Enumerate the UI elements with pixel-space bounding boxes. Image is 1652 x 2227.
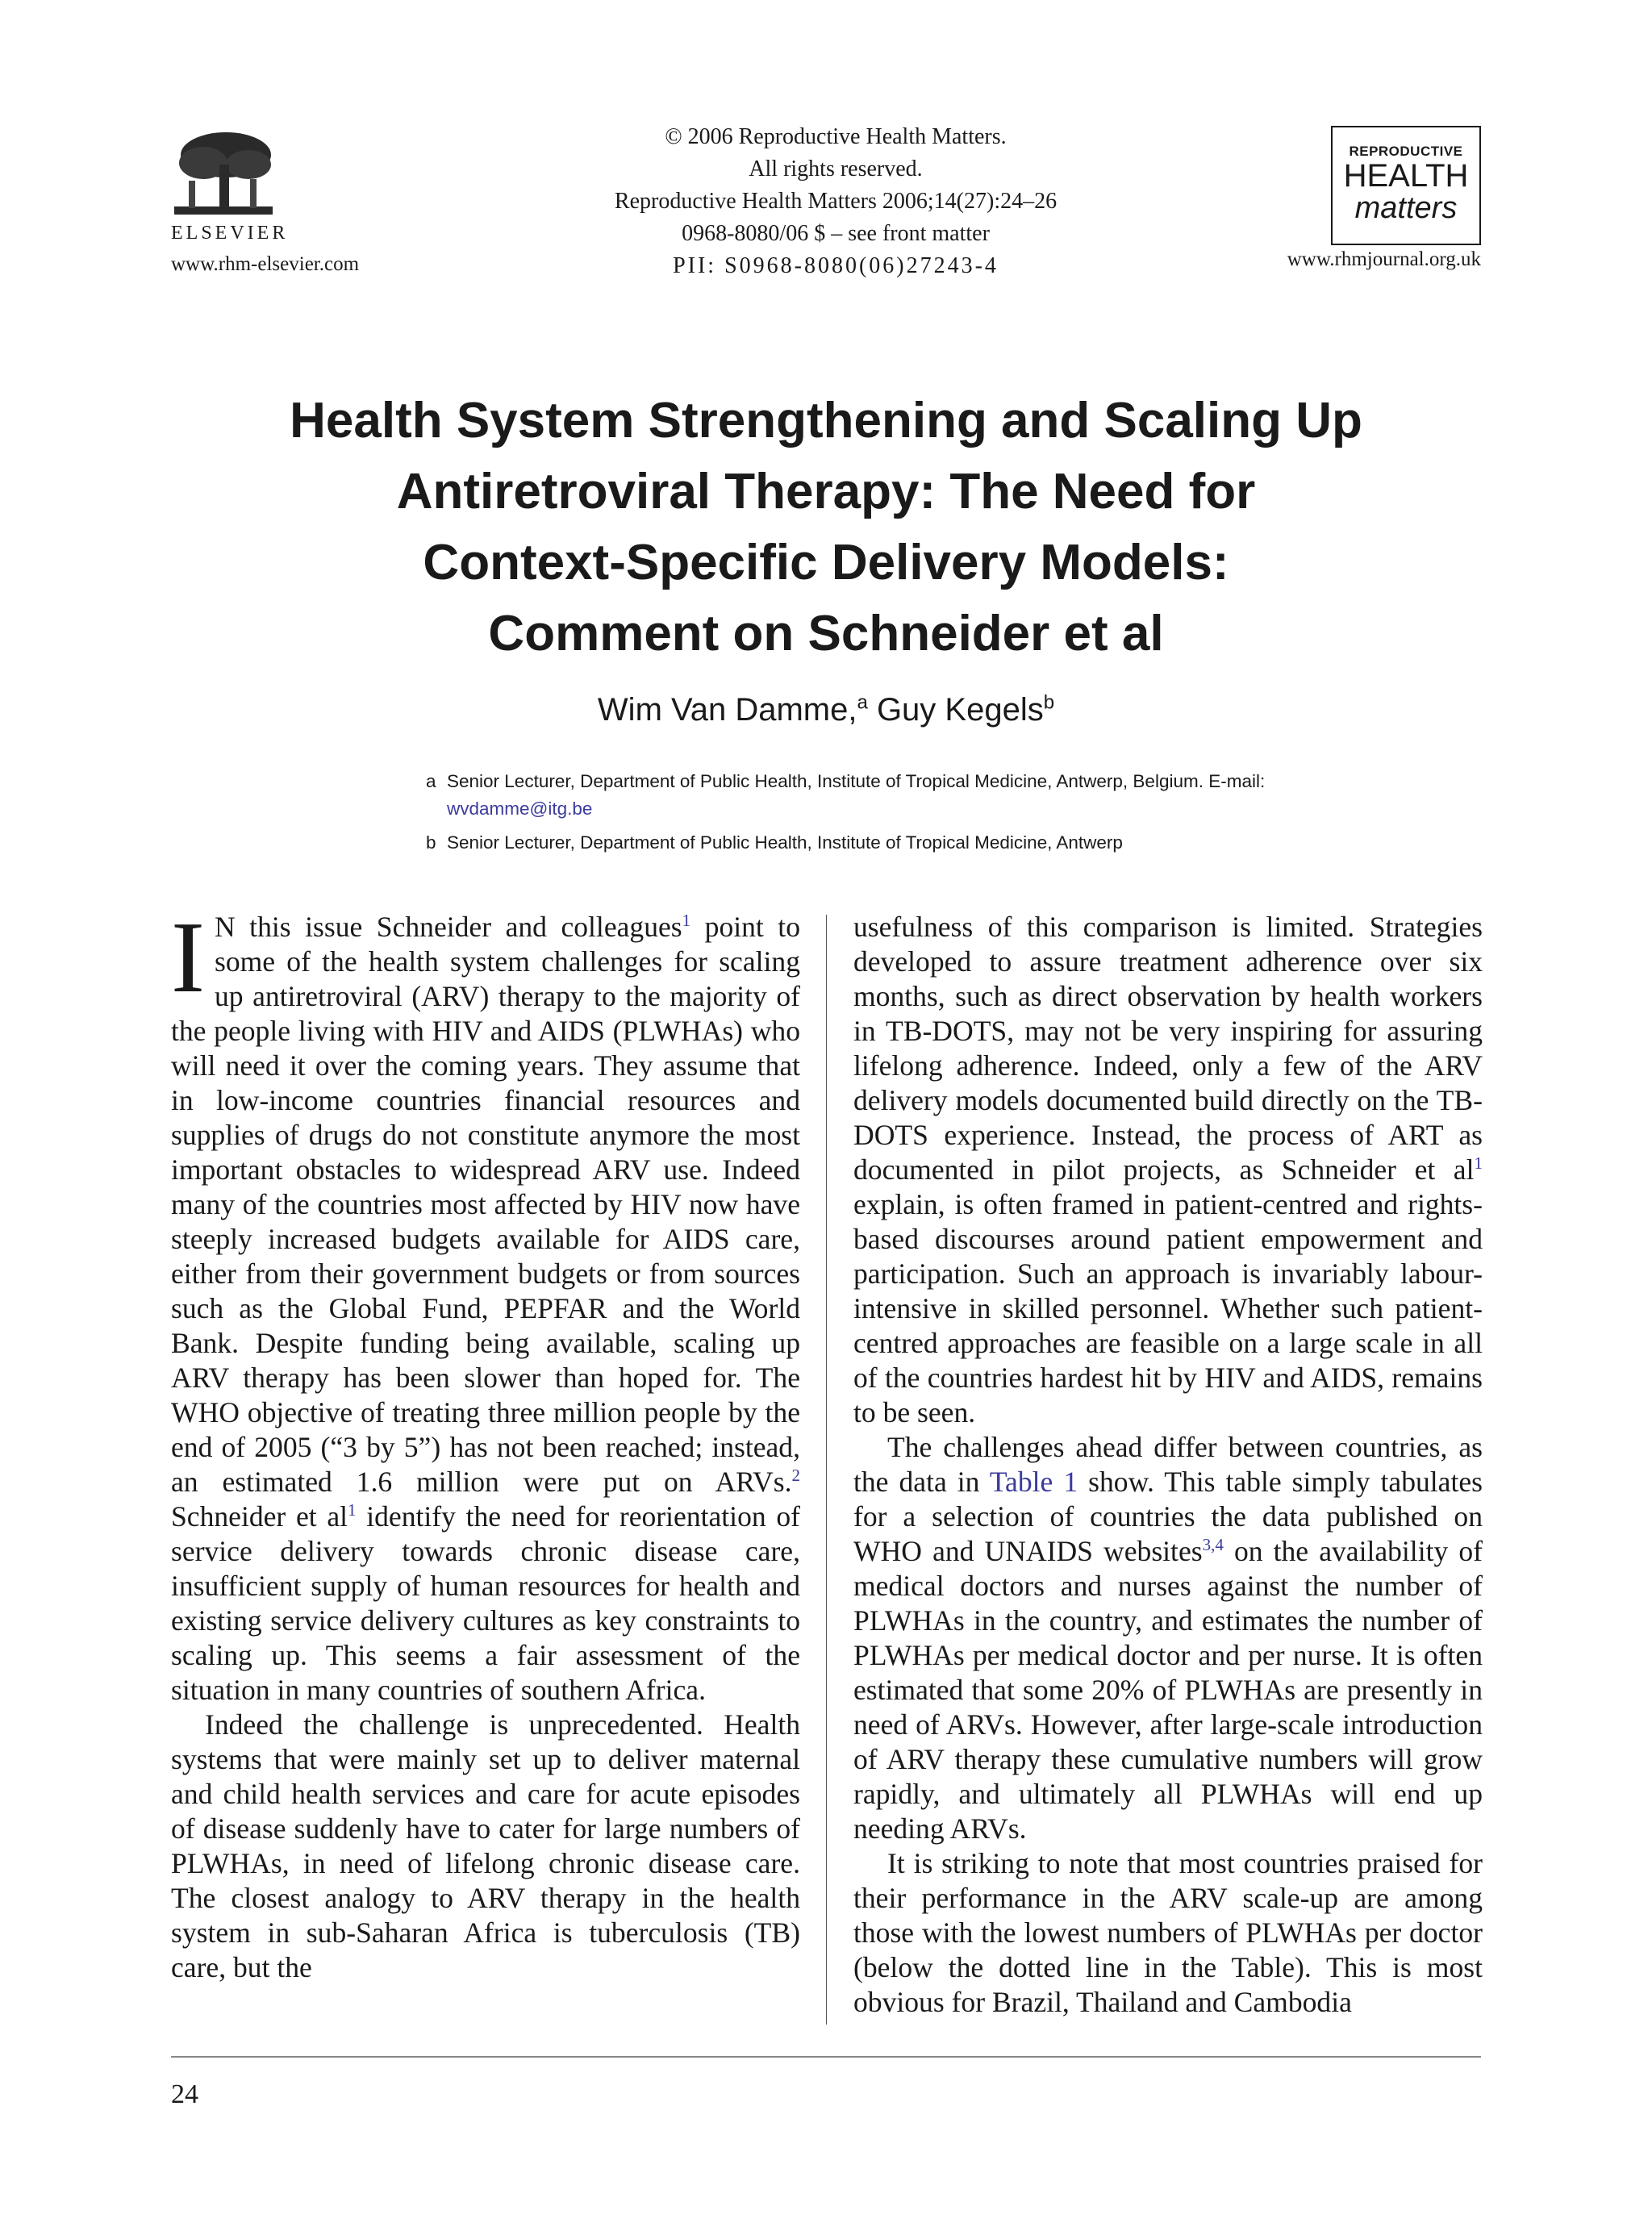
- pii-line: PII: S0968-8080(06)27243-4: [673, 253, 999, 278]
- page-number: 24: [171, 2079, 198, 2109]
- reference-link[interactable]: 2: [791, 1466, 800, 1486]
- reference-link[interactable]: 1: [682, 911, 691, 931]
- column-divider: [826, 915, 827, 2025]
- title-line: Health System Strengthening and Scaling Up: [290, 393, 1362, 448]
- paragraph: usefulness of this comparison is limited. Strategies developed to assure treatment adherence over six months, such as direct observation by health workers in TB-DOTS, may not be very inspiring for assuring lifelong adherence. Indeed, only a few of the ARV delivery models documented build directly on the TB-DOTS experience. Instead, the process of ART as documented in pilot projects, as Schneider et $al^1$ explain, is often framed in patient-centred and rights-based discourses around patient empowerment and participation. Such an approach is invariably labour-intensive in skilled personnel. Whether such patient-centred approaches are feasible on a large scale in all of the countries hardest hit by HIV and AIDS, remains to be seen.: [853, 911, 1483, 1428]
- copyright-line: © 2006 Reproductive Health Matters.: [665, 124, 1007, 149]
- journal-logo: REPRODUCTIVE HEALTH matters: [1331, 126, 1481, 245]
- affiliation-text: Senior Lecturer, Department of Public Health, Institute of Tropical Medicine, Antwerp: [447, 832, 1123, 853]
- affiliation: [426, 829, 1273, 857]
- body-column-right: [853, 910, 1483, 2020]
- affiliation-mark: a: [857, 691, 868, 714]
- footer-rule: [171, 2056, 1481, 2058]
- publisher-site-link[interactable]: www.rhm-elsevier.com: [171, 253, 360, 275]
- citation-line: Reproductive Health Matters 2006;14(27):24–26: [614, 189, 1058, 214]
- elsevier-logo: [171, 129, 389, 244]
- journal-site-link[interactable]: www.rhmjournal.org.uk: [1287, 248, 1481, 270]
- citation-block: [494, 121, 1178, 282]
- drop-cap: I: [171, 902, 205, 1014]
- elsevier-tree-icon: [171, 129, 276, 218]
- affiliation-mark: b: [426, 832, 436, 853]
- author-name: Guy Kegels: [876, 692, 1044, 728]
- reference-link[interactable]: 3,4: [1202, 1535, 1224, 1555]
- paragraph: Indeed the challenge is unprecedented. Health systems that were mainly set up to deliver maternal and child health services and care for acute episodes of disease suddenly have to cater for large numbers of PLWHAs, in need of lifelong chronic disease care. The closest analogy to ARV therapy in the health system in sub-Saharan Africa is tuberculosis (TB) care, but the: [171, 1708, 800, 1983]
- author-name: Wim Van Damme,: [597, 692, 857, 728]
- author-email-link[interactable]: wvdamme@itg.be: [447, 799, 593, 819]
- affiliation: [426, 768, 1273, 823]
- rights-line: All rights reserved.: [749, 156, 923, 181]
- table-1-link[interactable]: Table 1: [989, 1466, 1078, 1498]
- title-line: Antiretroviral Therapy: The Need for: [396, 464, 1256, 519]
- elsevier-wordmark: ELSEVIER: [171, 223, 289, 244]
- article-title: [171, 386, 1481, 669]
- affiliation-mark: a: [426, 771, 436, 791]
- title-line: Comment on Schneider et al: [488, 606, 1164, 661]
- page-header: [171, 121, 1481, 282]
- issn-line: 0968-8080/06 $ – see front matter: [682, 221, 990, 246]
- paragraph: It is striking to note that most countries praised for their performance in the ARV scale-up are among those with the lowest numbers of PLWHAs per doctor (below the dotted line in the Table). This is most obvious for Brazil, Thailand and Cambodia: [853, 1847, 1483, 2018]
- reference-link[interactable]: 1: [1474, 1153, 1483, 1174]
- affiliation-text: Senior Lecturer, Department of Public Health, Institute of Tropical Medicine, Antwerp, Belgium. E-mail:: [447, 771, 1266, 791]
- paragraph: The challenges ahead differ between countries, as the data in Table 1 show. This table simply tabulates for a selection of countries the data published on WHO and UNAIDS websites$^{3,4}$ on the availability of medical doctors and nurses against the number of PLWHAs in the country, and estimates the number of PLWHAs per medical doctor and per nurse. It is often estimated that some 20% of PLWHAs are presently in need of ARVs. However, after large-scale introduction of ARV therapy these cumulative numbers will grow rapidly, and ultimately all PLWHAs will end up needing ARVs.: [853, 1431, 1483, 1845]
- paragraph: I N this issue Schneider and colleagues$^1$ point to some of the health system challenges for scaling up antiretroviral (ARV) therapy to the majority of the people living with HIV and AIDS (PLWHAs) who will need it over the coming years. They assume that in low-income countries financial resources and supplies of drugs do not constitute anymore the most important obstacles to widespread ARV use. Indeed many of the countries most affected by HIV now have steeply increased budgets available for AIDS care, either from their government budgets or from sources such as the Global Fund, PEPFAR and the World Bank. Despite funding being available, scaling up ARV therapy has been slower than hoped for. The WHO objective of treating three million people by the end of 2005 (“3 by 5”) has not been reached; instead, an estimated 1.6 million were put on ARVs.$^2$ Schneider et $al^1$ identify the need for reorientation of service delivery towards chronic disease care, insufficient supply of human resources for health and existing service delivery cultures as key constraints to scaling up. This seems a fair assessment of the situation in many countries of southern Africa.: [171, 902, 800, 1706]
- reference-link[interactable]: 1: [348, 1500, 357, 1520]
- affiliation-mark: b: [1043, 691, 1055, 714]
- body-column-left: [171, 902, 800, 1985]
- title-line: Context-Specific Delivery Models:: [423, 535, 1229, 590]
- author-list: [171, 692, 1481, 728]
